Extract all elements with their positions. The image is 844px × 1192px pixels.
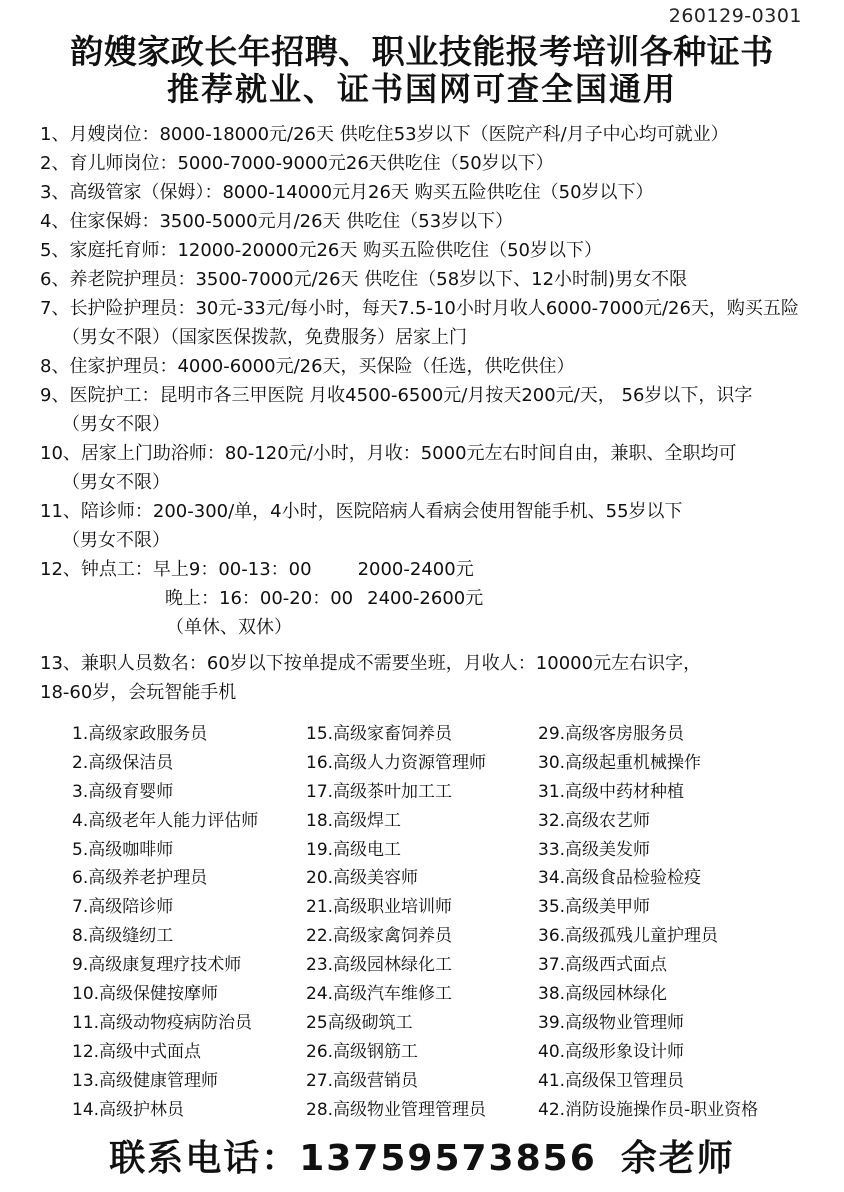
cert-item: 3.高级育婴师 [72, 781, 174, 802]
job-item: 8、住家护理员：4000-6000元/26天，买保险（任选，供吃供住） [40, 356, 575, 377]
contact-name: 余老师 [620, 1138, 735, 1179]
cert-list-column-3 [538, 720, 758, 1124]
cert-item: 29.高级客房服务员 [538, 724, 685, 744]
cert-item: 25高级砌筑工 [306, 1012, 413, 1033]
cert-item: 12.高级中式面点 [72, 1041, 202, 1062]
job-item: 1、月嫂岗位：8000-18000元/26天 供吃住53岁以下（医院产科/月子中心均可就业） [40, 124, 729, 145]
page-title: 韵嫂家政长年招聘、职业技能报考培训各种证书 [70, 32, 774, 71]
cert-item: 14.高级护林员 [72, 1099, 185, 1120]
job-item-continued: （单休、双休） [166, 617, 292, 638]
cert-item: 22.高级家禽饲养员 [306, 926, 453, 947]
job-item: 9、医院护工：昆明市各三甲医院 月收4500-6500元/月按天200元/天， 56岁以下，识字 [40, 385, 753, 406]
cert-item: 4.高级老年人能力评估师 [72, 810, 259, 831]
job-item [40, 555, 830, 584]
cert-item: 28.高级物业管理管理员 [306, 1099, 487, 1120]
cert-item: 41.高级保卫管理员 [538, 1070, 685, 1091]
cert-item: 37.高级西式面点 [538, 955, 668, 976]
job-item: 6、养老院护理员：3500-7000元/26天 供吃住（58岁以下、12小时制)男女不限 [40, 269, 688, 290]
cert-item: 26.高级钢筋工 [306, 1041, 419, 1062]
job-hours-evening: 晚上：16：00-20：00 [165, 588, 354, 609]
cert-item: 9.高级康复理疗技术师 [72, 955, 242, 976]
cert-item: 13.高级健康管理师 [72, 1070, 219, 1091]
job-list [40, 120, 830, 707]
job-item-continued [40, 584, 830, 613]
cert-item: 17.高级茶叶加工工 [306, 781, 453, 802]
page-subtitle: 推荐就业、证书国网可查全国通用 [166, 70, 677, 108]
job-item: 5、家庭托育师：12000-20000元26天 购买五险供吃住（50岁以下） [40, 240, 602, 261]
job-item: 7、长护险护理员：30元-33元/每小时，每天7.5-10小时月收人6000-7000元/26天，购买五险 [40, 298, 799, 319]
cert-item: 11.高级动物疫病防治员 [72, 1012, 253, 1033]
cert-item: 5.高级咖啡师 [72, 839, 174, 860]
cert-item: 6.高级养老护理员 [72, 868, 208, 889]
job-item: 13、兼职人员数名：60岁以下按单提成不需要坐班，月收人：10000元左右识字， [40, 653, 702, 674]
cert-item: 24.高级汽车维修工 [306, 984, 453, 1005]
job-item: 3、高级管家（保姆）：8000-14000元月26天 购买五险供吃住（50岁以下） [40, 182, 654, 203]
cert-item: 30.高级起重机械操作 [538, 752, 702, 773]
cert-item: 18.高级焊工 [306, 810, 402, 831]
cert-item: 10.高级保健按摩师 [72, 984, 219, 1005]
job-item: 2、育儿师岗位：5000-7000-9000元26天供吃住（50岁以下） [40, 153, 554, 174]
job-item-continued: 18-60岁，会玩智能手机 [40, 682, 237, 703]
job-pay-morning: 2000-2400元 [357, 559, 474, 580]
job-item-continued: （男女不限）（国家医保拨款，免费服务）居家上门 [62, 327, 467, 348]
cert-item: 31.高级中药材种植 [538, 781, 685, 802]
cert-item: 2.高级保洁员 [72, 752, 174, 773]
job-item: 11、陪诊师：200-300/单，4小时，医院陪病人看病会使用智能手机、55岁以下 [40, 501, 683, 522]
document-code: 260129-0301 [668, 5, 802, 27]
cert-item: 40.高级形象设计师 [538, 1041, 685, 1062]
job-item: 4、住家保姆：3500-5000元月/26天 供吃住（53岁以下） [40, 211, 514, 232]
cert-item: 32.高级农艺师 [538, 810, 651, 831]
cert-item: 20.高级美容师 [306, 868, 419, 889]
cert-item: 15.高级家畜饲养员 [306, 724, 453, 744]
job-item-continued: （男女不限） [62, 472, 170, 493]
cert-item: 27.高级营销员 [306, 1070, 419, 1091]
cert-item: 38.高级园林绿化 [538, 984, 668, 1005]
contact-label: 联系电话： [109, 1138, 300, 1179]
cert-list-column-2 [306, 720, 486, 1124]
cert-item: 16.高级人力资源管理师 [306, 752, 487, 773]
cert-item: 33.高级美发师 [538, 839, 651, 860]
cert-item: 8.高级缝纫工 [72, 926, 174, 947]
cert-item: 21.高级职业培训师 [306, 897, 453, 918]
job-hours-morning: 12、钟点工：早上9：00-13：00 [40, 559, 312, 580]
cert-item: 39.高级物业管理师 [538, 1012, 685, 1033]
job-pay-evening: 2400-2600元 [367, 588, 484, 609]
cert-item: 42.消防设施操作员-职业资格 [538, 1099, 759, 1120]
contact-line [0, 1130, 844, 1181]
cert-item: 1.高级家政服务员 [72, 724, 208, 744]
job-item-continued: （男女不限） [62, 530, 170, 551]
cert-item: 36.高级孤残儿童护理员 [538, 926, 719, 947]
job-item-continued: （男女不限） [62, 414, 170, 435]
cert-item: 34.高级食品检验检疫 [538, 868, 702, 889]
contact-phone: 13759573856 [299, 1138, 597, 1179]
cert-item: 19.高级电工 [306, 839, 402, 860]
cert-item: 35.高级美甲师 [538, 897, 651, 918]
job-item: 10、居家上门助浴师：80-120元/小时，月收：5000元左右时间自由，兼职、全职均可 [40, 443, 737, 464]
cert-list-column-1 [72, 720, 258, 1124]
cert-item: 7.高级陪诊师 [72, 897, 174, 918]
cert-item: 23.高级园林绿化工 [306, 955, 453, 976]
